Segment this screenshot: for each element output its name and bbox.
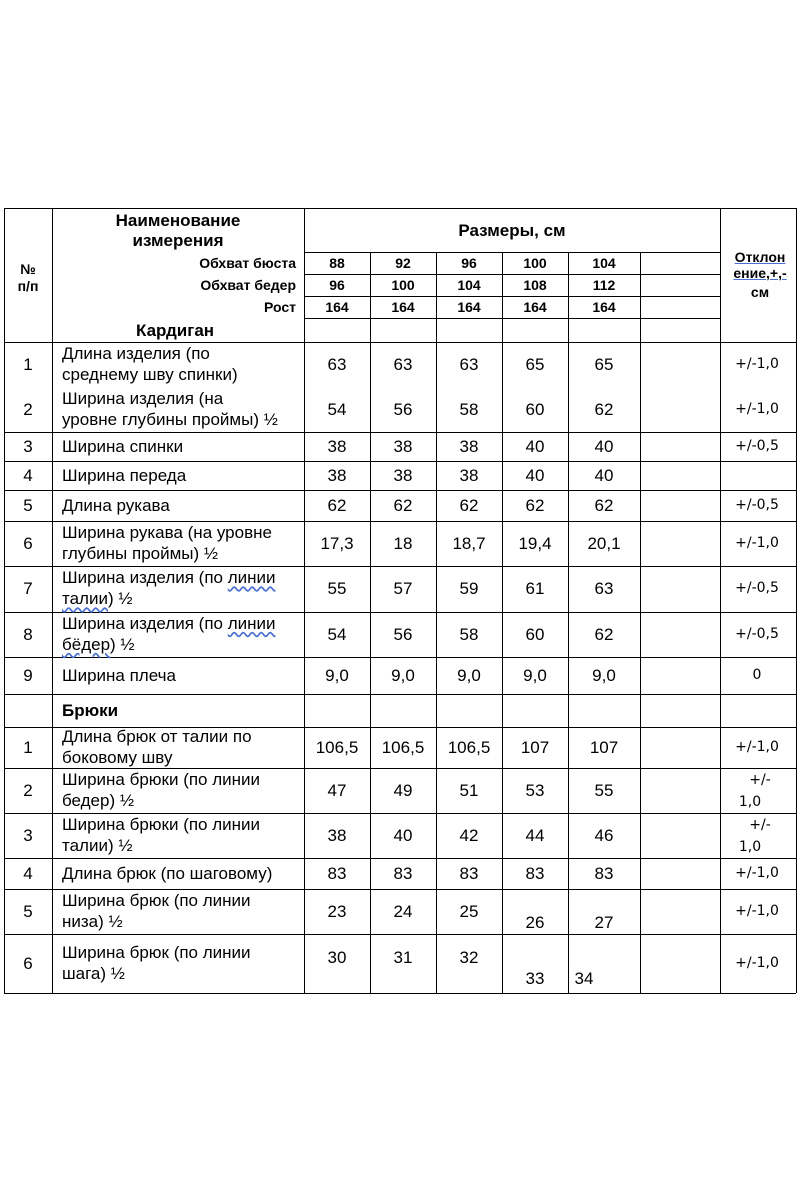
size-value: 59 xyxy=(459,579,479,598)
size-value: 9,0 xyxy=(592,665,616,685)
size-value: 38 xyxy=(459,436,479,456)
tolerance-value: +/-0,5 xyxy=(735,625,779,642)
row-label-line2: уровне глубины проймы) ½ xyxy=(62,409,278,429)
col-rule xyxy=(568,342,569,993)
tolerance-value: 0 xyxy=(752,666,762,683)
size-value: 38 xyxy=(327,825,347,845)
row-label-line2 xyxy=(62,590,133,607)
row-label-line2: бедер) ½ xyxy=(62,790,135,810)
tolerance-value: +/-1,0 xyxy=(735,864,779,881)
size-value: 62 xyxy=(459,495,479,515)
row-label: Ширина плеча xyxy=(62,665,176,685)
size-value: 42 xyxy=(459,825,479,845)
row-label-line1: Ширина брюк (по линии xyxy=(62,942,251,962)
row-label-line1: Ширина изделия (на xyxy=(62,388,224,408)
row-number: 2 xyxy=(23,780,33,800)
header-bottom-border xyxy=(4,342,796,343)
col-rule xyxy=(4,208,5,993)
row-label-line1: Ширина брюки (по линии xyxy=(62,814,261,834)
tolerance-value: +/-0,5 xyxy=(735,580,779,596)
header-rule xyxy=(304,296,720,297)
size-value: 9,0 xyxy=(325,665,349,685)
size-value: 107 xyxy=(520,737,550,757)
row-label-line2-part: ) ½ xyxy=(107,589,133,608)
size-value: 23 xyxy=(327,901,347,921)
row-rule xyxy=(4,768,796,769)
row-label-line2: боковому шву xyxy=(62,747,173,767)
tolerance-value: +/-1,0 xyxy=(735,400,779,417)
col-rule xyxy=(436,342,437,993)
size-value: 57 xyxy=(393,579,413,598)
row-label-line1 xyxy=(62,569,276,586)
height-size-value: 164 xyxy=(592,299,616,315)
size-value: 30 xyxy=(327,947,347,967)
size-value: 51 xyxy=(459,780,479,800)
tolerance-value: +/-1,0 xyxy=(735,954,779,971)
bust-size-value: 104 xyxy=(592,255,616,271)
row-number: 9 xyxy=(23,665,33,685)
sizes-title: Размеры, см xyxy=(458,221,566,240)
size-value: 65 xyxy=(525,354,545,374)
size-value: 47 xyxy=(327,780,347,800)
size-value: 27 xyxy=(594,912,614,932)
row-rule xyxy=(4,657,796,658)
size-value: 63 xyxy=(327,354,347,374)
col-rule xyxy=(796,208,797,993)
row-rule xyxy=(4,490,796,491)
header-rule xyxy=(304,252,720,253)
tolerance-header-1: Отклон xyxy=(734,249,786,265)
row-number: 1 xyxy=(23,354,33,374)
tolerance-value: +/- xyxy=(749,816,771,833)
header-size-col-rule xyxy=(640,252,641,342)
row-label-line1: Длина изделия (по xyxy=(62,343,210,363)
row-number: 7 xyxy=(23,579,33,598)
col-rule xyxy=(640,342,641,993)
size-value: 63 xyxy=(459,354,479,374)
row-label-line1-part: Ширина изделия (по xyxy=(62,613,228,633)
size-value: 40 xyxy=(525,465,545,485)
hips-size-value: 112 xyxy=(592,277,616,293)
row-label-line1: Ширина брюки (по линии xyxy=(62,769,261,789)
size-value: 63 xyxy=(393,354,413,374)
header-size-col-rule xyxy=(502,252,503,342)
row-number: 1 xyxy=(23,737,33,757)
header-rule xyxy=(304,274,720,275)
size-value: 63 xyxy=(594,579,614,598)
row-label-line1: Ширина брюк (по линии xyxy=(62,890,251,910)
bust-size-value: 100 xyxy=(523,255,547,271)
height-label: Рост xyxy=(264,299,296,315)
row-label-line1-part: линии xyxy=(227,613,276,633)
size-value: 106,5 xyxy=(315,737,359,757)
size-value: 54 xyxy=(327,624,347,644)
section-trousers: Брюки xyxy=(62,701,119,720)
row-number: 3 xyxy=(23,436,33,456)
tolerance-value: 1,0 xyxy=(738,793,762,810)
size-value: 46 xyxy=(594,825,614,845)
size-value: 25 xyxy=(459,901,479,921)
col-rule xyxy=(52,208,53,993)
row-label-line2 xyxy=(62,636,135,653)
row-label-line2-part: бёдер xyxy=(62,634,111,654)
size-value: 9,0 xyxy=(391,665,415,685)
row-rule xyxy=(4,934,796,935)
size-value: 34 xyxy=(574,968,594,988)
tolerance-header-2: ение,+,- xyxy=(733,265,787,281)
row-number: 6 xyxy=(23,953,33,973)
row-number: 3 xyxy=(23,825,33,845)
size-value: 38 xyxy=(393,436,413,456)
size-value: 9,0 xyxy=(457,665,481,685)
row-rule xyxy=(4,813,796,814)
row-label: Длина брюк (по шаговому) xyxy=(62,863,273,883)
size-value: 61 xyxy=(525,579,545,598)
tolerance-value: +/-1,0 xyxy=(735,355,779,372)
bust-size-value: 92 xyxy=(395,255,411,271)
table-top-border xyxy=(4,208,796,209)
header-col-rule xyxy=(304,208,305,342)
size-value: 38 xyxy=(327,436,347,456)
tolerance-value: +/-0,5 xyxy=(735,496,779,513)
row-number: 5 xyxy=(23,901,33,921)
size-value: 20,1 xyxy=(587,533,621,553)
row-number: 2 xyxy=(23,399,33,419)
bust-size-value: 88 xyxy=(329,255,345,271)
size-value: 33 xyxy=(525,968,545,988)
size-value: 40 xyxy=(393,825,413,845)
size-value: 106,5 xyxy=(381,737,425,757)
row-number: 4 xyxy=(23,465,33,485)
row-rule xyxy=(4,461,796,462)
row-label-line2: среднему шву спинки) xyxy=(62,364,238,384)
row-rule xyxy=(4,521,796,522)
header-size-col-rule xyxy=(370,252,371,342)
size-value: 44 xyxy=(525,825,545,845)
tolerance-value: +/-1,0 xyxy=(735,534,779,551)
size-value: 31 xyxy=(393,947,413,967)
size-value: 65 xyxy=(594,354,614,374)
row-label: Длина рукава xyxy=(62,495,170,515)
size-value: 106,5 xyxy=(447,737,491,757)
tolerance-value: +/-1,0 xyxy=(735,902,779,919)
row-label-line1: Длина брюк от талии по xyxy=(62,726,252,746)
row-label-line1: Ширина рукава (на уровне xyxy=(62,522,272,542)
size-value: 55 xyxy=(594,780,614,800)
size-value: 9,0 xyxy=(523,665,547,685)
size-value: 62 xyxy=(594,495,614,515)
hips-size-value: 108 xyxy=(523,277,547,293)
size-value: 62 xyxy=(594,399,614,419)
height-size-value: 164 xyxy=(457,299,481,315)
name-header-1: Наименование xyxy=(115,211,241,230)
row-label-line2-part: ) ½ xyxy=(110,634,135,654)
size-value: 38 xyxy=(393,465,413,485)
size-value: 58 xyxy=(459,399,479,419)
row-rule xyxy=(4,889,796,890)
row-label-line1 xyxy=(62,615,276,632)
height-size-value: 164 xyxy=(523,299,547,315)
size-value: 38 xyxy=(459,465,479,485)
col-rule xyxy=(502,342,503,993)
tolerance-value: 1,0 xyxy=(738,838,762,855)
row-label-line2: шага) ½ xyxy=(62,963,125,983)
hips-size-value: 100 xyxy=(391,277,415,293)
row-number: 8 xyxy=(23,624,33,644)
size-value: 83 xyxy=(327,863,347,883)
num-header: № xyxy=(20,261,36,277)
size-value: 18 xyxy=(393,533,413,553)
row-label-line2: низа) ½ xyxy=(62,911,123,931)
tolerance-value: +/- xyxy=(749,771,771,788)
row-rule xyxy=(4,566,796,567)
size-value: 19,4 xyxy=(518,533,552,553)
size-value: 26 xyxy=(525,912,545,932)
size-value: 53 xyxy=(525,780,545,800)
size-value: 24 xyxy=(393,901,413,921)
size-value: 54 xyxy=(327,399,347,419)
hips-size-value: 96 xyxy=(329,277,345,293)
row-number: 4 xyxy=(23,863,33,883)
size-value: 49 xyxy=(393,780,413,800)
size-value: 62 xyxy=(594,624,614,644)
tolerance-value: +/-0,5 xyxy=(735,437,779,454)
hips-size-value: 104 xyxy=(457,277,481,293)
size-value: 83 xyxy=(393,863,413,883)
size-value: 83 xyxy=(525,863,545,883)
size-value: 40 xyxy=(594,436,614,456)
size-value: 18,7 xyxy=(452,533,486,553)
row-number: 5 xyxy=(23,495,33,515)
size-value: 83 xyxy=(594,863,614,883)
row-label: Ширина спинки xyxy=(62,436,184,456)
height-size-value: 164 xyxy=(391,299,415,315)
size-value: 38 xyxy=(327,465,347,485)
size-value: 62 xyxy=(525,495,545,515)
size-value: 56 xyxy=(393,624,413,644)
col-rule xyxy=(370,342,371,993)
row-label-line2-part: талии xyxy=(62,589,108,608)
row-rule xyxy=(4,858,796,859)
size-value: 58 xyxy=(459,624,479,644)
size-value: 40 xyxy=(525,436,545,456)
size-value: 62 xyxy=(393,495,413,515)
size-value: 32 xyxy=(459,947,479,967)
row-rule xyxy=(4,694,796,695)
size-value: 60 xyxy=(525,624,545,644)
hips-label: Обхват бедер xyxy=(200,277,296,293)
name-header-2: измерения xyxy=(132,231,224,250)
table-bottom-border xyxy=(4,993,796,994)
size-value: 17,3 xyxy=(320,533,354,553)
size-value: 60 xyxy=(525,399,545,419)
header-col-rule xyxy=(720,208,721,342)
bust-size-value: 96 xyxy=(461,255,477,271)
row-label-line1-part: Ширина изделия (по xyxy=(62,568,228,587)
col-rule xyxy=(720,342,721,993)
bust-label: Обхват бюста xyxy=(199,255,296,271)
col-rule xyxy=(304,342,305,993)
header-rule xyxy=(304,318,720,319)
section-cardigan: Кардиган xyxy=(136,321,215,340)
height-size-value: 164 xyxy=(325,299,349,315)
tolerance-value: +/-1,0 xyxy=(735,738,779,755)
size-value: 56 xyxy=(393,399,413,419)
row-label-line1-part: линии xyxy=(227,568,276,587)
row-label-line2: талии) ½ xyxy=(62,835,133,855)
header-size-col-rule xyxy=(568,252,569,342)
size-value: 40 xyxy=(594,465,614,485)
size-value: 55 xyxy=(327,579,347,598)
size-value: 83 xyxy=(459,863,479,883)
row-label: Ширина переда xyxy=(62,465,187,485)
row-rule xyxy=(4,432,796,433)
size-value: 107 xyxy=(589,737,619,757)
tolerance-header-3: см xyxy=(750,284,770,300)
row-label-line2: глубины проймы) ½ xyxy=(62,543,219,563)
row-number: 6 xyxy=(23,533,33,553)
header-size-col-rule xyxy=(436,252,437,342)
size-value: 62 xyxy=(327,495,347,515)
num-header-2: п/п xyxy=(17,278,39,294)
